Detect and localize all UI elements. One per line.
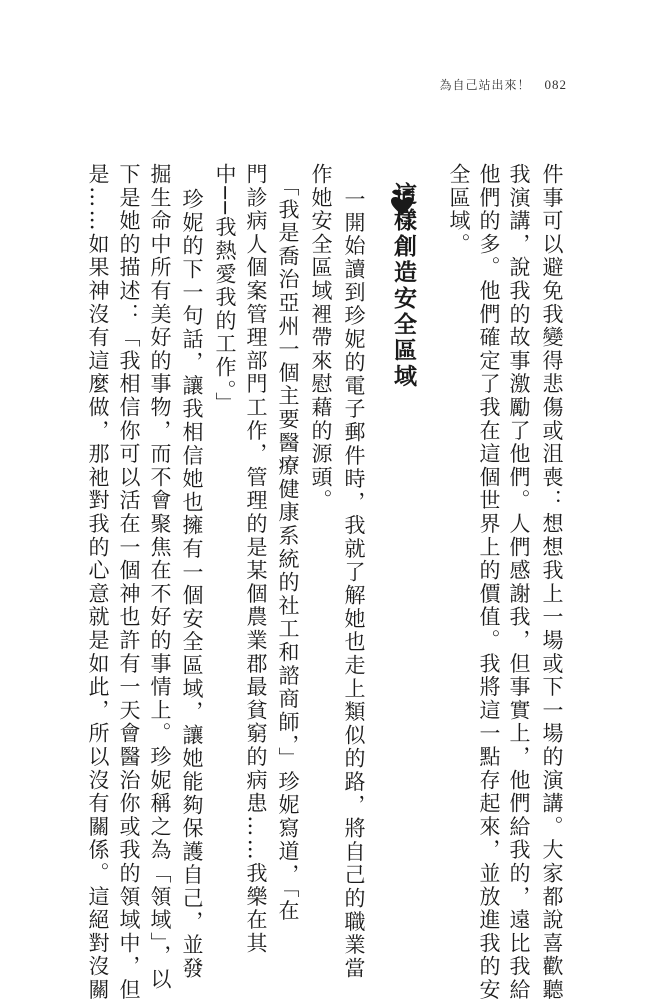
text-column-7: 「我是喬治亞州一個主要醫療健康系統的社工和諮商師，」珍妮寫道，「在 <box>276 175 300 923</box>
text-column-9: 中──我熱愛我的工作。」 <box>213 163 237 416</box>
section-heading: 這樣創造安全區域 <box>390 182 416 390</box>
text-column-13: 是……如果神沒有這麼做，那祂對我的心意就是如此，所以沒有關係。這絕對沒關 <box>86 163 110 1002</box>
book-title: 為自己站出來！ <box>439 78 531 92</box>
text-column-6: 作她安全區域裡帶來慰藉的源頭。 <box>309 163 333 513</box>
text-column-5: 一開始讀到珍妮的電子郵件時，我就了解她也走上類似的路，將自己的職業當 <box>342 188 366 981</box>
running-header <box>439 76 567 93</box>
text-column-1: 件事可以避免我變得悲傷或沮喪：想想我上一場或下一場的演講。大家都說喜歡聽 <box>540 163 564 1002</box>
text-column-12: 下是她的描述：「我相信你可以活在一個神也許有一天會醫治你或我的領域中，但 <box>117 163 141 1002</box>
text-column-10: 珍妮的下一句話，讓我相信她也擁有一個安全區域，讓她能夠保護自己，並發 <box>180 188 204 981</box>
page-number: 082 <box>544 77 567 92</box>
text-column-2: 我演講，說我的故事激勵了他們。人們感謝我，但事實上，他們給我的，遠比我給 <box>507 163 531 1002</box>
text-column-11: 掘生命中所有美好的事物，而不會聚焦在不好的事情上。珍妮稱之為「領域」，以 <box>148 163 172 992</box>
text-column-4: 全區域。 <box>447 163 471 257</box>
text-column-8: 門診病人個案管理部門工作，管理的是某個農業郡最貧窮的病患……我樂在其 <box>244 163 268 956</box>
text-column-3: 他們的多。他們確定了我在這個世界上的價值。我將這一點存起來，並放進我的安 <box>477 163 501 1002</box>
